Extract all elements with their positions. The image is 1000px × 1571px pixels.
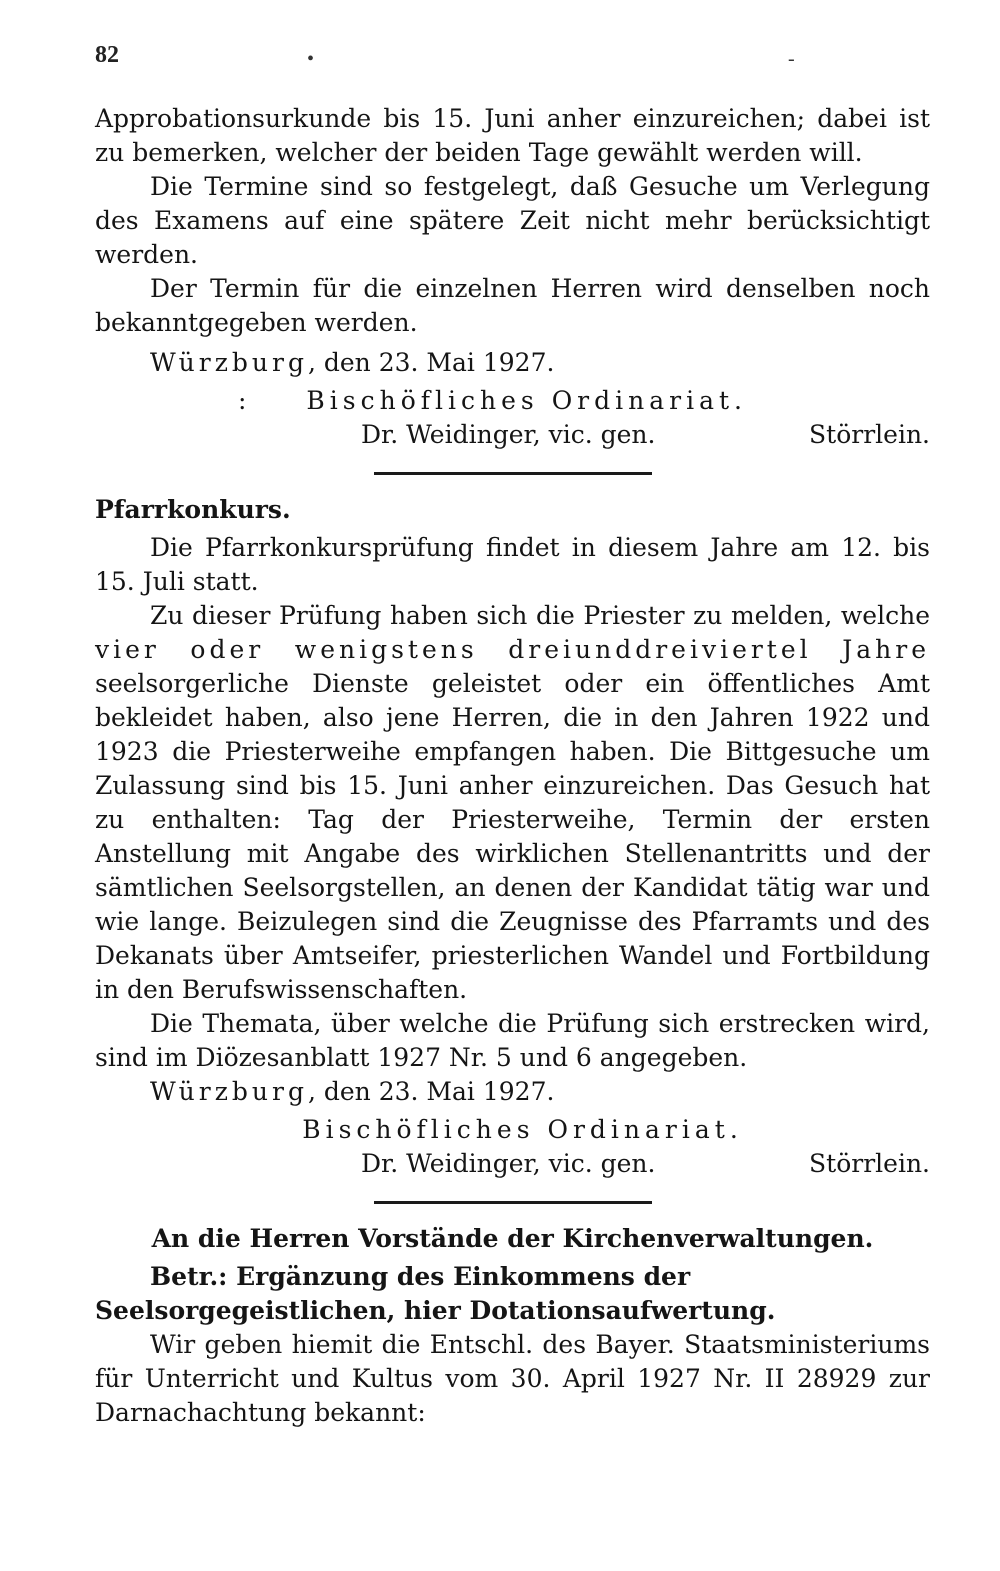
signature-row [95, 1147, 930, 1181]
paragraph: Die Pfarrkonkursprüfung findet in diesem Jahre am 12. bis 15. Juli statt. [95, 533, 930, 596]
print-mark: • [307, 48, 315, 70]
paragraph: Wir geben hiemit die Entschl. des Bayer. Staatsministeriums für Unterricht und Kultus vom 30. April 1927 Nr. II 28929 zur Darnachachtung bekannt: [95, 1330, 930, 1427]
section-heading: Pfarrkonkurs. [95, 495, 291, 524]
print-mark: - [788, 48, 795, 70]
signer-vicar-general: Dr. Weidinger, vic. gen. [361, 1149, 656, 1178]
text-run: Zu dieser Prüfung haben sich die Priester zu melden, welche [150, 601, 930, 630]
paragraph [95, 599, 930, 1007]
paragraph: Die Themata, über welche die Prüfung sich erstrecken wird, sind im Diözesanblatt 1927 Nr. 5 und 6 angegeben. [95, 1009, 930, 1072]
paragraph: Die Termine sind so festgelegt, daß Gesuche um Verlegung des Examens auf eine spätere Zeit nicht mehr berücksichtigt werden. [95, 172, 930, 269]
signer-vicar-general: Dr. Weidinger, vic. gen. [361, 420, 656, 449]
document-page [95, 38, 930, 1528]
subject-line [95, 1260, 930, 1328]
paragraph: Approbationsurkunde bis 15. Juni anher einzureichen; dabei ist zu bemerken, welcher der beiden Tage gewählt werden will. [95, 104, 930, 167]
page-number: 82 [95, 42, 119, 68]
print-mark: : [237, 386, 247, 415]
signer-secretary: Störrlein. [809, 1149, 930, 1178]
section-heading: An die Herren Vorstände der Kirchenverwaltungen. [151, 1224, 874, 1253]
date-text: , den 23. Mai 1927. [307, 348, 555, 377]
place-name: Würzburg [150, 1077, 308, 1106]
authority-name: Bischöfliches Ordinariat. [306, 386, 747, 415]
place-name: Würzburg [150, 348, 308, 377]
subject-text: Seelsorgegeistlichen, hier Dotationsaufwertung. [95, 1296, 776, 1325]
date-text: , den 23. Mai 1927. [307, 1077, 555, 1106]
issuing-authority [95, 384, 930, 418]
place-date-line [95, 1075, 930, 1109]
text-run: seelsorgerliche Dienste geleistet oder ein öffentliches Amt bekleidet haben, also jene Herren, die in den Jahren 1922 und 1923 die Priesterweihe empfangen haben. Die Bittgesuche um Zulassung sind bis 15. Juni anher einzureichen. Das Gesuch hat zu enthalten: Tag der Priesterweihe, Termin der ersten Anstellung mit Angabe des wirklichen Stellenantritts und der sämtlichen Seelsorgstellen, an denen der Kandidat tätig war und wie lange. Beizulegen sind die Zeugnisse des Pfarramts und des Dekanats über Amtseifer, priesterlichen Wandel und Fortbildung in den Berufswissenschaften. [95, 669, 930, 1004]
subject-text: Betr.: Ergänzung des Einkommens der [150, 1262, 691, 1291]
signer-secretary: Störrlein. [809, 420, 930, 449]
signature-row [95, 418, 930, 452]
section-divider [374, 472, 652, 475]
place-date-line [95, 346, 930, 380]
emphasized-text: vier oder wenigstens dreiunddreiviertel Jahre [95, 635, 930, 664]
paragraph: Der Termin für die einzelnen Herren wird denselben noch bekanntgegeben werden. [95, 274, 930, 337]
issuing-authority: Bischöfliches Ordinariat. [302, 1115, 743, 1144]
page-content [95, 102, 930, 1430]
section-divider [374, 1201, 652, 1204]
